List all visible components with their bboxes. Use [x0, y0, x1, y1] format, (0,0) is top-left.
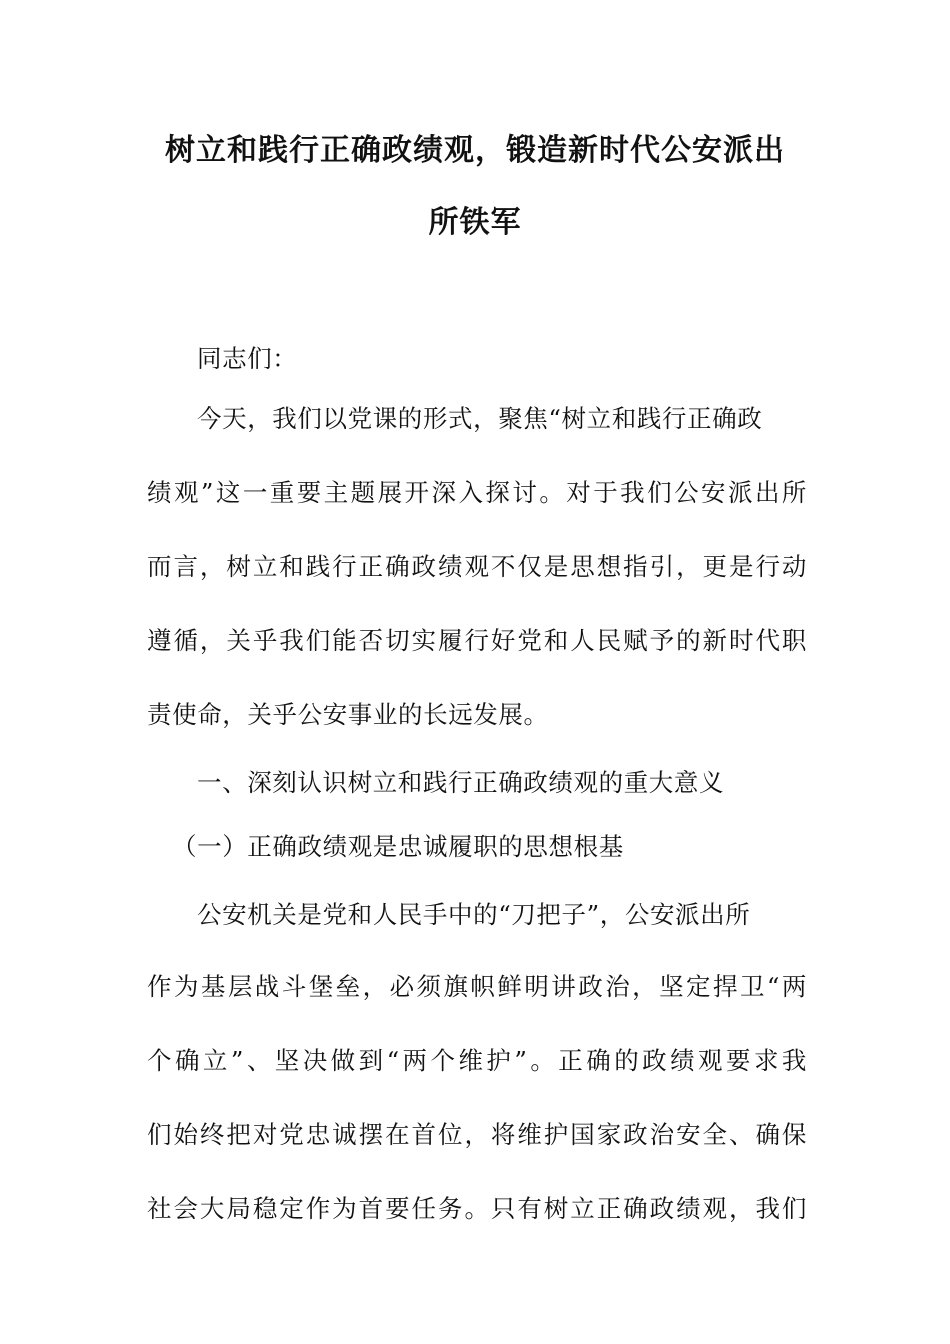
paragraph-1-line: 责使命，关乎公安事业的长远发展。 [147, 700, 549, 729]
document-title-line-1: 树立和践行正确政绩观，锻造新时代公安派出 [165, 133, 785, 168]
paragraph-2-line: 个确立”、坚决做到“两个维护”。正确的政绩观要求我 [147, 1046, 807, 1075]
paragraph-1-line: 绩观”这一重要主题展开深入探讨。对于我们公安派出所 [147, 478, 807, 507]
subsection-heading: （一）正确政绩观是忠诚履职的思想根基 [172, 832, 624, 861]
paragraph-2-line: 公安机关是党和人民手中的“刀把子”，公安派出所 [197, 900, 751, 929]
paragraph-1-line: 遵循，关乎我们能否切实履行好党和人民赋予的新时代职 [147, 626, 807, 655]
paragraph-1-line: 今天，我们以党课的形式，聚焦“树立和践行正确政 [197, 404, 763, 433]
section-heading: 一、深刻认识树立和践行正确政绩观的重大意义 [197, 768, 725, 797]
paragraph-1-line: 而言，树立和践行正确政绩观不仅是思想指引，更是行动 [147, 552, 807, 581]
document-title-line-2: 所铁军 [428, 205, 522, 240]
paragraph-2-line: 们始终把对党忠诚摆在首位，将维护国家政治安全、确保 [147, 1120, 807, 1149]
paragraph-2-line: 作为基层战斗堡垒，必须旗帜鲜明讲政治，坚定捍卫“两 [147, 972, 807, 1001]
paragraph-2-line: 社会大局稳定作为首要任务。只有树立正确政绩观，我们 [147, 1194, 807, 1223]
salutation: 同志们： [197, 344, 298, 373]
